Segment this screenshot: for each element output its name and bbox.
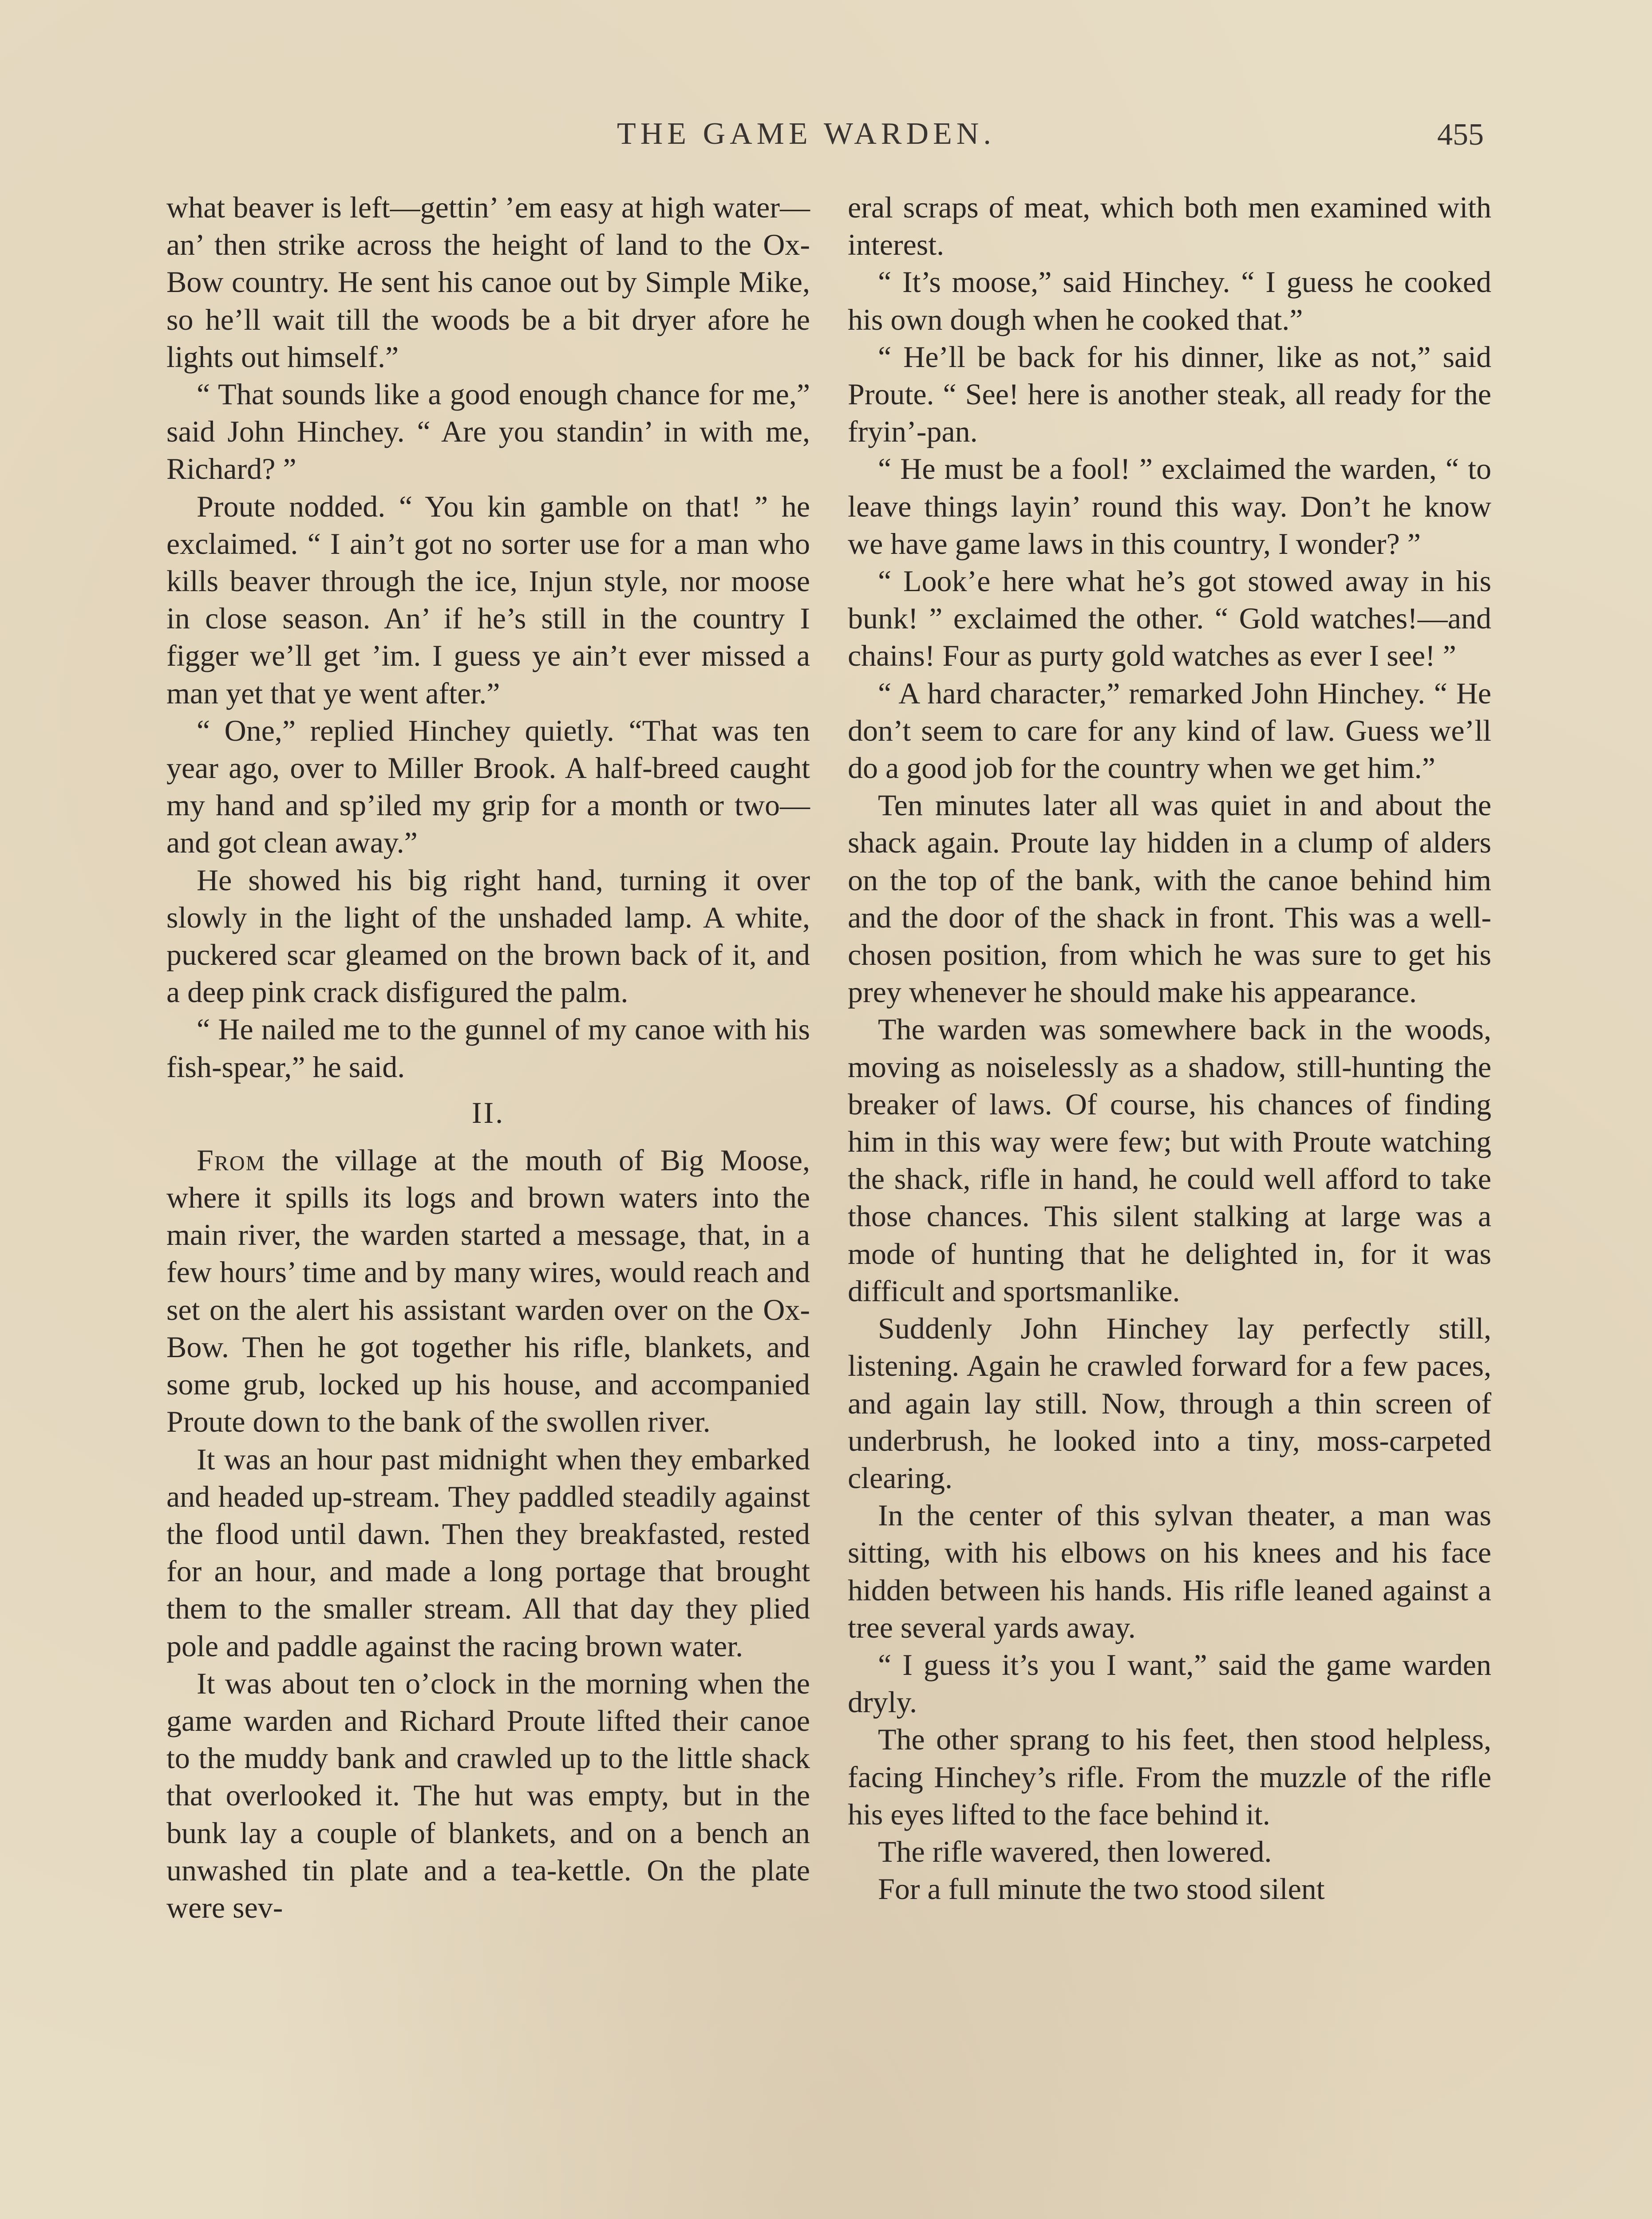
right-column (848, 189, 1491, 1907)
running-head: THE GAME WARDEN. (617, 117, 996, 151)
paragraph: For a full minute the two stood silent (878, 1872, 1325, 1906)
paragraph: what beaver is left—gettin’ ’em easy at high water—an’ then strike across the height of land to the Ox-Bow country. He sent his canoe out by Simple Mike, so he’ll wait till the woods be a bit dryer afore he lights out himself.” (166, 190, 810, 374)
section-heading: II. (471, 1095, 505, 1129)
paragraph: The rifle wavered, then lowered. (878, 1834, 1272, 1868)
page-number: 455 (1437, 118, 1484, 152)
paragraph: “ It’s moose,” said Hinchey. “ I guess he cooked his own dough when he cooked that.” (848, 265, 1491, 336)
paragraph: He showed his big right hand, turning it over slowly in the light of the unshaded lamp. A white, puckered scar gleamed on the brown back of it, and a deep pink crack disfigured the palm. (166, 863, 810, 1009)
paragraph: “ He nailed me to the gunnel of my canoe with his fish-spear,” he said. (166, 1012, 810, 1084)
paragraph: In the center of this sylvan theater, a man was sitting, with his elbows on his knees and his face hidden between his hands. His rifle leaned against a tree several yards away. (848, 1498, 1491, 1644)
paragraph-text: the village at the mouth of Big Moose, where it spills its logs and brown waters into the main river, the warden started a message, that, in a few hours’ time and by many wires, would reach and set on the alert his assistant warden over on the Ox-Bow. Then he got together his rifle, blankets, and some grub, locked up his house, and accompanied Proute down to the bank of the swollen river. (166, 1143, 810, 1439)
paragraph: Suddenly John Hinchey lay perfectly still, listening. Again he crawled forward for a few paces, and again lay still. Now, through a thin screen of underbrush, he looked into a tiny, moss-carpeted clearing. (848, 1311, 1491, 1495)
paragraph: eral scraps of meat, which both men examined with interest. (848, 190, 1491, 262)
paragraph: It was an hour past midnight when they embarked and headed up-stream. They paddled steadily against the flood until dawn. Then they breakfasted, rested for an hour, and made a long portage that brought them to the smaller stream. All that day they plied pole and paddle against the racing brown water. (166, 1442, 810, 1663)
paragraph: Ten minutes later all was quiet in and about the shack again. Proute lay hidden in a clump of alders on the top of the bank, with the canoe behind him and the door of the shack in front. This was a well-chosen position, from which he was sure to get his prey whenever he should make his appearance. (848, 788, 1491, 1009)
left-column (166, 189, 810, 1926)
paragraph: “ That sounds like a good enough chance for me,” said John Hinchey. “ Are you standin’ in with me, Richard? ” (166, 377, 810, 486)
paragraph: “ A hard character,” remarked John Hinchey. “ He don’t seem to care for any kind of law. Guess we’ll do a good job for the country when we get him.” (848, 676, 1491, 785)
lead-in-word: From (197, 1143, 266, 1177)
paragraph: Proute nodded. “ You kin gamble on that! ” he exclaimed. “ I ain’t got no sorter use for a man who kills beaver through the ice, Injun style, nor moose in close season. An’ if he’s still in the country I figger we’ll get ’im. I guess ye ain’t ever missed a man yet that ye went after.” (166, 489, 810, 710)
paragraph: The warden was somewhere back in the woods, moving as noiselessly as a shadow, still-hunting the breaker of laws. Of course, his chances of finding him in this way were few; but with Proute watching the shack, rifle in hand, he could well afford to take those chances. This silent stalking at large was a mode of hunting that he delighted in, for it was difficult and sportsmanlike. (848, 1012, 1491, 1308)
paragraph: “ He’ll be back for his dinner, like as not,” said Proute. “ See! here is another steak, all ready for the fryin’-pan. (848, 340, 1491, 449)
paragraph: It was about ten o’clock in the morning when the game warden and Richard Proute lifted their canoe to the muddy bank and crawled up to the little shack that overlooked it. The hut was empty, but in the bunk lay a couple of blankets, and on a bench an unwashed tin plate and a tea-kettle. On the plate were sev- (166, 1666, 810, 1924)
paragraph: “ One,” replied Hinchey quietly. “That was ten year ago, over to Miller Brook. A half-breed caught my hand and sp’iled my grip for a month or two—and got clean away.” (166, 713, 810, 860)
paragraph: “ He must be a fool! ” exclaimed the warden, “ to leave things layin’ round this way. Don’t he know we have game laws in this country, I wonder? ” (848, 452, 1491, 561)
paragraph: “ I guess it’s you I want,” said the game warden dryly. (848, 1647, 1491, 1719)
paragraph: The other sprang to his feet, then stood helpless, facing Hinchey’s rifle. From the muzzle of the rifle his eyes lifted to the face behind it. (848, 1722, 1491, 1831)
paragraph (166, 1141, 810, 1441)
paragraph: “ Look’e here what he’s got stowed away in his bunk! ” exclaimed the other. “ Gold watches!—and chains! Four as purty gold watches as ever I see! ” (848, 564, 1491, 673)
